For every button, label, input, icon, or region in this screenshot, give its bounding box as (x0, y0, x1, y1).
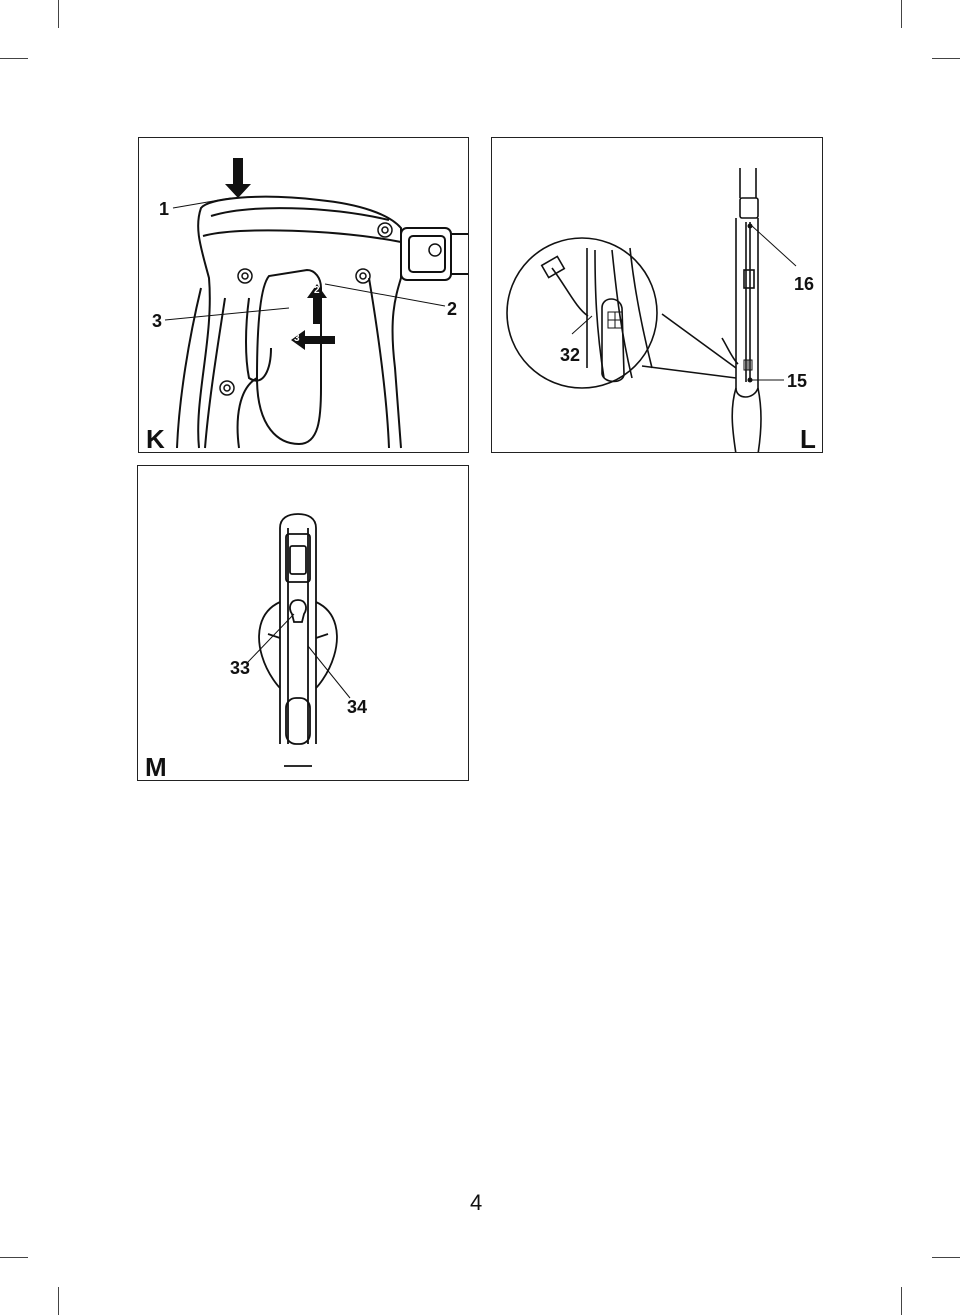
figure-panel-m (137, 465, 469, 781)
callout-33: 33 (230, 658, 251, 678)
press-arrow-down (225, 158, 251, 198)
cord-storage-illustration (492, 138, 823, 453)
figure-panel-l (491, 137, 823, 453)
crop-mark (932, 58, 960, 59)
panel-letter-m: M (145, 752, 167, 781)
panel-letter-l: L (800, 424, 816, 453)
crop-mark (58, 1287, 59, 1315)
callout-32: 32 (560, 345, 581, 365)
crop-mark (901, 1287, 902, 1315)
arrow-step-2: 2 (314, 285, 320, 296)
callout-1: 1 (159, 199, 170, 219)
crop-mark (0, 58, 28, 59)
callout-34: 34 (347, 697, 368, 717)
callout-16: 16 (794, 274, 815, 294)
handle-hanger-illustration (138, 466, 469, 781)
callout-2: 2 (447, 299, 458, 319)
panel-letter-k: K (146, 424, 165, 453)
arrow-step-3: 3 (294, 333, 300, 344)
crop-mark (932, 1257, 960, 1258)
callout-15: 15 (787, 371, 808, 391)
vacuum-handle-illustration (139, 138, 469, 453)
crop-mark (901, 0, 902, 28)
callout-3: 3 (152, 311, 163, 331)
page-number: 4 (470, 1190, 483, 1215)
crop-mark (0, 1257, 28, 1258)
figure-panel-k (138, 137, 469, 453)
crop-mark (58, 0, 59, 28)
